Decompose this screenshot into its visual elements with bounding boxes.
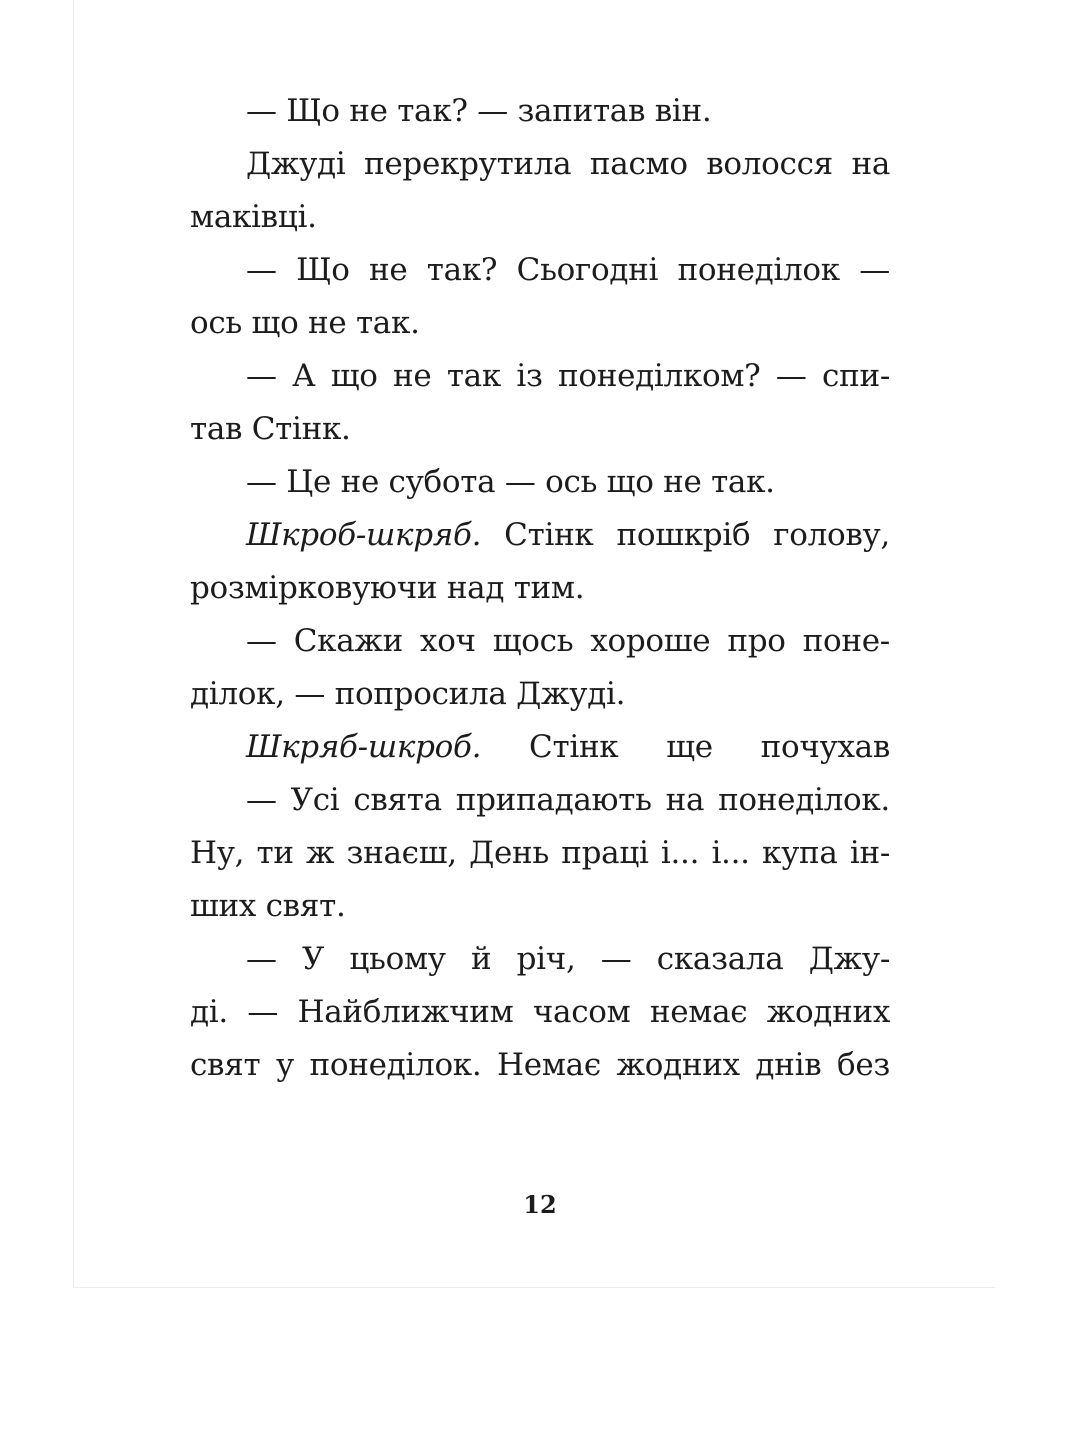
text-line-content: — Що не так? — запитав він.	[246, 93, 712, 129]
text-line	[190, 1039, 890, 1092]
text-line	[190, 986, 890, 1039]
text-line-content: — А що не так із понеділком? — спи-	[246, 358, 890, 394]
text-line	[190, 138, 890, 191]
text-line	[190, 827, 890, 880]
text-line-content: ді. — Найближчим часом немає жодних	[190, 994, 890, 1030]
text-line	[190, 721, 890, 774]
text-line-content: маківці.	[190, 199, 317, 235]
text-line	[190, 350, 890, 403]
text-line	[190, 244, 890, 297]
italic-sound-word: Шкряб-шкроб.	[246, 729, 482, 765]
text-line	[190, 562, 890, 615]
text-line-content: свят у понеділок. Немає жодних днів без	[190, 1047, 890, 1083]
text-line-content: розмірковуючи над тим.	[190, 570, 585, 606]
text-line	[190, 456, 890, 509]
text-line-content: — Що не так? Сьогодні понеділок —	[246, 252, 890, 288]
italic-sound-word: Шкроб-шкряб.	[246, 517, 482, 553]
text-line	[190, 880, 890, 933]
text-line	[190, 191, 890, 244]
text-line-content: Стінк ще почухав	[529, 729, 890, 765]
text-line-content: ось що не так.	[190, 305, 420, 341]
text-line-content: Ну, ти ж знаєш, День праці і... і... купа ін-	[190, 835, 890, 871]
text-line	[190, 774, 890, 827]
text-line	[190, 297, 890, 350]
page-number: 12	[523, 1190, 557, 1219]
text-line-content: Стінк пошкріб голову,	[481, 517, 890, 553]
text-line-content: — Усі свята припадають на понеділок.	[246, 782, 890, 818]
text-line	[190, 85, 890, 138]
text-line	[190, 615, 890, 668]
text-line-content: Джуді перекрутила пасмо волосся на	[246, 146, 890, 182]
text-line	[190, 403, 890, 456]
text-line	[190, 509, 890, 562]
text-line	[190, 668, 890, 721]
text-line-content: ділок, — попросила Джуді.	[190, 676, 626, 712]
text-line	[190, 933, 890, 986]
text-line-content: — У цьому й річ, — сказала Джу-	[246, 941, 890, 977]
text-line-content: тав Стінк.	[190, 411, 351, 447]
text-line-content: — Скажи хоч щось хороше про поне-	[246, 623, 890, 659]
text-line-content: — Це не субота — ось що не так.	[246, 464, 775, 500]
page-text	[190, 85, 890, 1092]
text-line-content: ших свят.	[190, 888, 346, 924]
